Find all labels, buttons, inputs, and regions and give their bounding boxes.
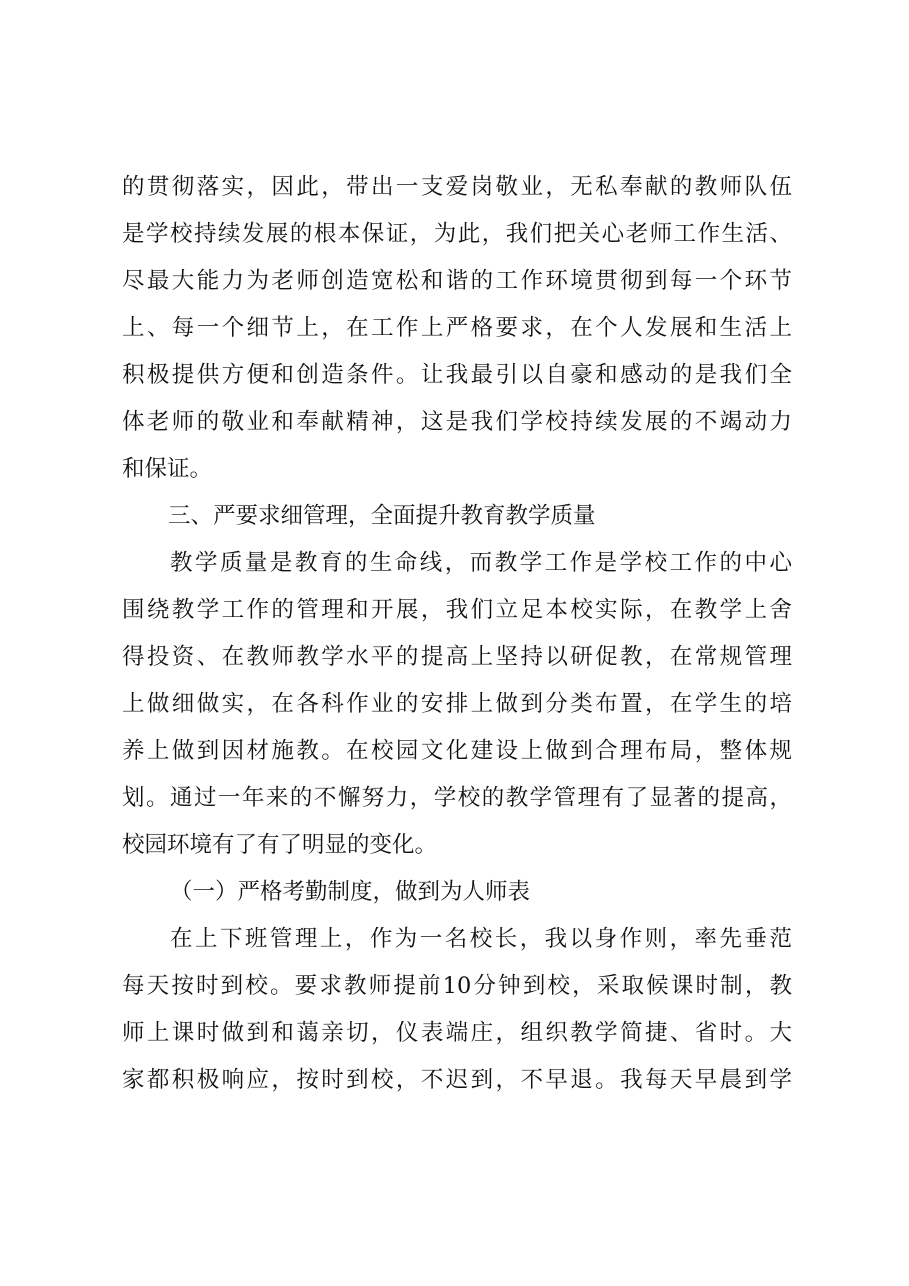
text-line-4: 上、每一个细节上，在工作上严格要求，在个人发展和生活上 bbox=[122, 315, 792, 341]
text-line-12: 上做细做实，在各科作业的安排上做到分类布置，在学生的培 bbox=[122, 691, 792, 717]
text-line-1: 的贯彻落实，因此，带出一支爱岗敬业，无私奉献的教师队伍 bbox=[122, 174, 792, 200]
text-line-10: 围绕教学工作的管理和开展，我们立足本校实际，在教学上舍 bbox=[122, 597, 792, 623]
text-line-20: 家都积极响应，按时到校，不迟到，不早退。我每天早晨到学 bbox=[122, 1067, 792, 1093]
text-line-11: 得投资、在教师教学水平的提高上坚持以研促教，在常规管理 bbox=[122, 644, 792, 670]
text-line-3: 尽最大能力为老师创造宽松和谐的工作环境贯彻到每一个环节 bbox=[122, 268, 792, 294]
text-line-17: 在上下班管理上，作为一名校长，我以身作则，率先垂范 bbox=[170, 926, 792, 952]
text-line-19: 师上课时做到和蔼亲切，仪表端庄，组织教学简捷、省时。大 bbox=[122, 1020, 792, 1046]
text-line-14: 划。通过一年来的不懈努力，学校的教学管理有了显著的提高， bbox=[122, 785, 792, 811]
body-text bbox=[122, 164, 792, 1104]
section-heading: 三、严要求细管理，全面提升教育教学质量 bbox=[168, 503, 596, 529]
text-line-13: 养上做到因材施教。在校园文化建设上做到合理布局，整体规 bbox=[122, 738, 792, 764]
text-line-2: 是学校持续发展的根本保证，为此，我们把关心老师工作生活、 bbox=[122, 221, 792, 247]
text-line-15: 校园环境有了有了明显的变化。 bbox=[122, 832, 438, 858]
text-line-18: 每天按时到校。要求教师提前10分钟到校，采取候课时制，教 bbox=[122, 973, 792, 999]
subsection-heading: （一）严格考勤制度，做到为人师表 bbox=[170, 879, 531, 905]
text-line-9: 教学质量是教育的生命线，而教学工作是学校工作的中心 bbox=[170, 550, 792, 576]
text-line-6: 体老师的敬业和奉献精神，这是我们学校持续发展的不竭动力 bbox=[122, 409, 792, 435]
text-line-7: 和保证。 bbox=[122, 456, 213, 482]
text-line-5: 积极提供方便和创造条件。让我最引以自豪和感动的是我们全 bbox=[122, 362, 792, 388]
